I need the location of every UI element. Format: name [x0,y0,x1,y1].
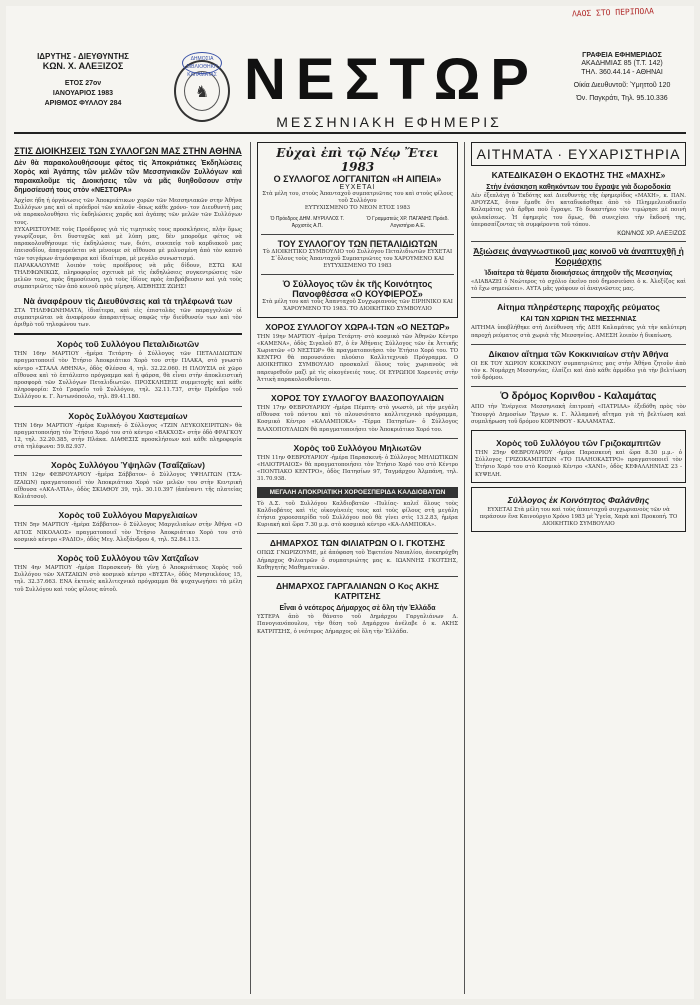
article-text-kokkinion: ΟΙ ΕΚ ΤΟΥ ΧΩΡΙΟΥ ΚΟΚΚΙΝΟΥ συμπατριῶτες μας στὴν Ἀθήνα ζητοῦν ἀπὸ τὸν κ. Νομάρχη Μεσσηνίας, ἐλπίζει καὶ ἀπὸ κάθε ἁρμόδιο γιὰ τὴν βελτίωση τοῦ δρόμου. [471,360,686,382]
article-text-petalidi: ΤΗΝ 16ην ΜΑΡΤΙΟΥ -ἡμέρα Τετάρτη- ὁ Σύλλογος τῶν ΠΕΤΑΛΙΔΙΩΤΩΝ πραγματοποιεῖ τὸν Ἐτήσιο Ἀποκριάτικο Χορὸ του στὴν ΠΛΑΚΑ, στὸ γνωστὸ κέντρο «ΣΤΑΛΑ ΑΘΗΝΑ», ὁδὸς Φλέσσα 4, τηλ. 32.22.060. Η ΠΛΟΥΣΙΑ σὲ χῶρο αἴθουσα καὶ τὸ ἑπτάλεπτο πρόγραμμα καὶ ἡ φάρσα, θὰ εἶναι στὴν ἀποκλειστικὴ προσφορὰ τῶν Συλλόγων Πεταλιδιωτῶν. ΠΡΟΣΚΛΗΣΕΙΣ συμμετοχῆς καὶ κάθε πληροφορία: Στὸ Γραφεῖο τοῦ Συλλόγου, τηλ. 32.11.737, στὴν Πρόεδρο τοῦ Συλλόγου κ. Γ. Ἀντωνόπουλο, τηλ. 89.41.180. [14,351,242,401]
issue-number: ΑΡΙΘΜΟΣ ΦΥΛΛΟΥ 284 [44,100,122,107]
article-heading-falanthis: Σύλλογος ἐκ Κοινότητος Φαλάνθης [507,494,650,505]
article-text-margeliaion: ΤΗΝ 5ην ΜΑΡΤΙΟΥ -ἡμέρα Σάββατον- ὁ Σύλλογος Μαργελιαίων στὴν Ἀθήνα «Ο ΑΓΙΟΣ ΝΙΚΟΛΑΟΣ» πραγματοποιεῖ τὸν Ἐτήσιο Ἀποκριάτικο Χορὸ του στὸ κοσμικὸ κέντρο «ΡΑΔΙΟ», ὁδὸς Μεγ. Ἀλεξάνδρου 4, τηλ. 52.84.113. [14,522,242,543]
koufieros-wishes-heading: Ὁ Σύλλογος τῶν ἐκ τῆς Κοινότητος Πανοφθέσσα «Ο ΚΟΥΦΙΕΡΟΣ» [282,279,433,300]
column-3 [464,142,686,994]
article-text-milioton: ΤΗΝ 11ην ΦΕΒΡΟΥΑΡΙΟΥ -ἡμέρα Παρασκευή- ὁ Σύλλογος ΜΗΛΙΩΤΙΚΩΝ «ΗΛΙΟΤΡΙΑΙΟΣ» θὰ πραγματοποιήσει τὸν Ἐτήσιο Χορό του στὸ Κέντρο «ΠΟΝΤΙΑΚΟ ΚΕΝΤΡΟ», ὁδὸς Πατησίων 97, Ταγμάρχου Ἀλμπάνη, τηλ. 31.70.938. [257,454,458,483]
wishes-label: ΕΥΧΕΤΑΙ [339,184,376,191]
offices-label: ΓΡΑΦΕΙΑ ΕΦΗΜΕΡΙΔΟΣ [582,52,662,59]
offices-phone: ΤΗΛ. 360.44.14 - ΑΘΗΝΑΙ [581,69,663,76]
article-text-grizokampiton: ΤΗΝ 25ην ΦΕΒΡΟΥΑΡΙΟΥ -ἡμέρα Παρασκευή καὶ ὥρα 8.30 μ.μ.- ὁ Σύλλογος ΓΡΙΖΟΚΑΜΠΙΤΩΝ «ΤΟ ΠΑΛΗΟΚΑΣΤΡΟ» πραγματοποιεῖ τὸν Ἐτήσιο Χορό του στὸ Κοσμικὸ Κέντρο «ΧΑΝΙ», ὁδὸς ΚΕΦΑΛΛΗΝΙΑΣ 23 - ΚΥΨΕΛΗ. [475,450,682,478]
requests-thanks-heading: ΑΙΤΗΜΑΤΑ · ΕΥΧΑΡΙΣΤΗΡΙΑ [471,142,686,166]
masthead-right-info [562,52,682,103]
article-heading-filiatra-mayor: ΔΗΜΑΡΧΟΣ ΤΩΝ ΦΙΛΙΑΤΡΩΝ Ο Ι. ΓΚΟΤΣΗΣ [269,538,446,549]
article-subheading-machi: Στὴν ἐνάσκηση καθηκόντων του ἔγραψε γιὰ δωροδοκία [486,184,671,191]
wishes-text: Στὰ μέλη του, στοὺς Ἀπανταχοῦ συμπατριῶτας του καὶ στοὺς φίλους τοῦ Συλλόγου [262,191,453,205]
lead-headline: ΣΤΙΣ ΔΙΟΙΚΗΣΕΙΣ ΤΩΝ ΣΥΛΛΟΓΩΝ ΜΑΣ ΣΤΗΝ ΑΘΗΝΑ [14,146,242,156]
article-heading-milioton: Χορὸς τοῦ Συλλόγου Μηλιωτῶν [293,442,422,453]
divider [14,505,242,506]
divider [14,406,242,407]
article-heading-corinth-road: Ὁ δρόμος Κορινθου - Καλαμάτας [500,391,657,403]
masthead-title-block [244,47,539,130]
article-subheading-gargalianoi-mayor: Εἶναι ὁ νεότερος Δήμαρχος σὲ ὅλη τὴν Ἑλλάδα [279,605,436,613]
article-heading-nestor-dance: ΧΟΡΟΣ ΣΥΛΛΟΓΟΥ ΧΩΡΑ-Ι-ΤΩΝ «Ο ΝΕΣΤΩΡ» [265,321,450,332]
divider [14,333,242,335]
newspaper-title: ΝΕΣΤΩΡ [244,47,539,112]
article-text-gargalianoi-mayor: ΥΣΤΕΡΑ ἀπὸ τὸ θάνατο τοῦ Δημάρχου Γαργαλιάνων Δ. Πανογιανόπουλου, τὴν θέση τοῦ Δημάρχου ἀνέλαβε ὁ κ. ΑΚΗΣ ΚΑΤΡΙΤΣΗΣ, ὁ νεότερος Δήμαρχος σὲ ὅλη τὴν Ἑλλάδα. [257,614,458,635]
divider [257,576,458,577]
divider [471,241,686,242]
article-heading-margeliaion: Χορὸς τοῦ Συλλόγου Μαργελιαίων [58,510,198,521]
offices-address: ΑΚΑΔΗΜΙΑΣ 85 (Τ.Τ. 142) [581,60,663,67]
divider [471,386,686,387]
article-heading-chatzaion: Χορὸς τοῦ Συλλόγου τῶν Χατζαΐων [57,552,199,563]
divider [14,548,242,549]
section-heading-addresses: Νὰ ἀναφέρουν τὶς Διευθύνσεις καὶ τὰ τηλέφωνά των [23,295,233,306]
newspaper-page [6,6,694,999]
lead-subheadline: Δὲν θὰ παρακολουθήσουμε φέτος τὶς Ἀποκριάτικες Ἐκδηλώσεις Χορὸς καὶ Ἀγάπης τῶν μελῶν τῶν Μεσσηνιακῶν Συλλόγων καὶ παρακαλοῦμε τὶς Διοικήσεις τῶν νὰ μᾶς θυηθοῦσουν στὴν δημοσίευσή τους στὸν «ΝΕΣΤΟΡΑ» [14,160,242,194]
falanthis-box [471,487,686,533]
lead-paragraph-2: ΕΥΧΑΡΙΣΤΟΥΜΕ τοὺς Προέδρους γιὰ τὶς τιμητικὲς τους προσκλήσεις, πλὴν ὅμως γνωρίζουμε, ὅτι δυστυχῶς καὶ μὲ λύπη μας, δὲν μποροῦμε φέτος νὰ παρακολουθήσουμε τὶς ἐκδηλώσεις των, διότι, συνεπείᾳ τοῦ καρδιακοῦ μας ἐπεισοδίου, ἀπαγορεύεται νὰ μένουμε σὲ αἴθουσα μὲ μολυσμένη ἀπὸ τὸν καπνὸ τῶν τσιγάρων ἀτμόσφαιρα καὶ ἰδιαίτερα, μὲ μεγάλο συνωστισμό. [14,226,242,262]
column-1 [14,142,242,994]
lead-paragraph-1: Άρχίσε ήδη ή όργάνωσις τῶν Ἀποκριάτικων χορῶν τῶν Μεσσηνιακῶν στην Ἀθήνα Συλλόγων μας καὶ οἱ πρόεδροί τῶν καλοῦν -ὅπως κάθε χρόνο- τον Διευθυντή μας νὰ παρακολουθήσει τὶς ἐκδηλώσεις χαρᾶς καὶ ἀγάπης τῶν μελῶν τῶν Συλλόγων τους. [14,198,242,226]
article-heading-ypsilon: Χορὸς Συλλόγου Ὑψηλῶν (Τσαΐζαϊων) [51,460,205,471]
divider [257,388,458,389]
library-stamp: ΔΗΜΟΣΙΑ ΒΙΒΛΙΟΘΗΚΗ ΚΑΛΑΜΑΤΑΣ [182,52,222,74]
article-text-filiatra-mayor: ΟΠΩΣ ΓΝΩΡΙΖΟΥΜΕ, μὲ ἀπόφαση τοῦ Ἐφετείου Ναυπλίου, ἀνεκηρύχθη Δήμαρχος Φιλιατρῶν ὁ συμπατριώτης μας κ. ΙΩΑΝΝΗΣ ΓΚΟΤΣΗΣ, Καθηγητὴς Μαθηματικῶν. [257,550,458,571]
divider [471,297,686,298]
top-right-stamp: ΛΑΟΣ ΣΤΟ ΠΕΡΙΠΟΛΑ [571,6,655,19]
article-signature-machi: ΚΩΝ/ΝΟΣ ΧΡ. ΑΛΕΞΙΖΟΣ [617,231,686,238]
article-text-corinth-road: ΑΠΟ τὴν Ἐνέργεια Μεσσηνιακὴ ἐπιτροπὴ «ΠΑΤΡΙΔΑ» ἐξεδόθη πρὸς τὸν Ὑπουργὸ Δημοσίων Ἔργων κ. Γ. Ἀλλαμανή αἴτημα γιὰ τὴ βελτίωση καὶ συμπλήρωση τοῦ δρόμου ΚΟΡΙΝΘΟΥ - ΚΑΛΑΜΑΤΑΣ. [471,404,686,425]
petalidi-wishes-heading: ΤΟΥ ΣΥΛΛΟΓΟΥ ΤΩΝ ΠΕΤΑΛΙΔΙΩΤΩΝ [277,238,438,249]
newspaper-subtitle: ΜΕΣΣΗΝΙΑΚΗ ΕΦΗΜΕΡΙΣ [276,114,502,130]
founder-label: ΙΔΡΥΤΗΣ - ΔΙΕΥΘΥΝΤΗΣ [37,52,129,61]
divider [471,344,686,345]
issue-year: ΕΤΟΣ 27ον [64,80,102,87]
article-text-nestor-dance: ΤΗΝ 19ην ΜΑΡΤΙΟΥ -ἡμέρα Τετάρτη- στὸ κοσμικὸ τῶν Ἀθηνῶν Κέντρο «ΚΑΜΕΝΑ», ὁδὸς Σιγαλοῦ 87, ὁ ἐν Ἀθήναις Σύλλογος τῶν ἐκ Ἀττικῆς Χωριατῶν «Ο ΝΕΣΤΩΡ» θὰ πραγματοποιήσει τὸν Ἐτήσιο Χορό του. ΤΟ ΚΕΝΤΡΟ θὰ παρουσιάσει πλούσιο Καλλιτεχνικὸ Πρόγραμμα. Ο ΔΙΟΙΚΗΤΙΚΟ ΣΥΜΒΟΥΛΙΟ προσκαλεῖ ὅλους τοὺς χωριανοὺς νὰ παρευρεθοῦν μαζὶ μὲ τὶς οἰκογένειές τους. ΟΙ ΕΥΡΩΠΟΙ Χορευτὲς στὴν Ἀττικὴ παρακολουθοῦνται. [257,333,458,383]
divider [257,533,458,534]
article-subheading-electricity: ΚΑΙ ΤΩΝ ΧΩΡΙΩΝ ΤΗΣ ΜΕΣΣΗΝΙΑΣ [520,316,637,324]
seal-figure-icon: ♞ [184,71,220,111]
masthead-left-info [18,52,148,109]
lead-paragraph-3: ΠΑΡΑΚΑΛΟΥΜΕ λοιπὸν τοὺς προέδρους νὰ μᾶς δίδουν, ΕΣΤΩ ΚΑΙ ΤΗΛΕΦΩΝΙΚΩΣ, πληροφορίες σχετικὰ μὲ τὶς ἐκδηλώσεις συγκεντρώσεις τῶν μελῶν τους, πρὸς δημοσίευση, γιὰ τοὺς ἰδίους πρὸς ἐπιβράβευσιν καὶ γιὰ τοὺς συμπατριῶτες τῶν ἀπὸ κοινοῦ πρὸς μίμηση. ΑΙΣΘΗΣΙΣ ΖΩΗΣ! [14,262,242,291]
koufieros-wishes-text: Στὰ μέλη του καὶ τοὺς Ἀπανταχοῦ Συγχωριανοὺς τῶν ΕΙΡΗΝΙΚΟ ΚΑΙ ΧΑΡΟΥΜΕΝΟ ΤΟ 1983. ΤΟ ΔΙΟΙΚΗΤΙΚΟ ΣΥΜΒΟΥΛΙΟ [262,299,453,313]
article-heading-grizokampiton: Χορὸς τοῦ Συλλόγου τῶν Γριζοκαμπιτῶν [496,438,661,449]
article-heading-kokkinion: Δίκαιον αἴτημα τῶν Κοκκινιαίων στὴν Ἀθήνα [488,348,669,359]
article-text-machi: Δὲν ἐξεπλάγη ὁ Ἐκδότης καὶ Διευθυντὴς τῆς ἐφημερίδος «ΜΑΧΗ», κ. ΠΑΝ. ΔΡΟΥΖΑΣ, ὅταν ἔμαθε ὅτι καταδικάσθηκε ἀπὸ τὸ Πλημμελειοδικεῖο Καλαμάτας γιὰ ἄρθρα ποὺ ἔγραψε. Τὸ δικαστήριο τὸν τιμώρησε μὲ ποινὴ φυλακίσεως. Ἡ ἐφημερὶς του ὅμως, θὰ συνεχίσει τὴν ἔκδοσή της, ὑπερασπίζοντας τὰ συμφέροντα τοῦ τόπου. [471,193,686,228]
wishes-signatures [261,216,454,230]
issue-date: ΙΑΝΟΥΑΡΙΟΣ 1983 [52,90,114,97]
article-heading-electricity: Αἰτημα πληρέστερης παροχῆς ρεύματος [497,302,660,313]
article-text-chastemaion: ΤΗΝ 16ην ΜΑΡΤΙΟΥ -ἡμέρα Κυριακή- ὁ Σύλλογος «ΤΖΙΝ ΛΕΥΚΟΧΕΙΡΙΤΩΝ» θὰ πραγματοποιήσῃ τὸν Ἐτήσιο Χορό του στὸ κέντρο «ΒΑΚΧΟΣ» στὴν ὁδὸ ΦΡΑΓΚΟΥ 12, τηλ. 32.20.385, στὴν Πλάκα. ΔΙΑΘΕΣΙΣ προσκλήσεων καὶ κάθε πληροφορία στὰ τηλέφωνα: 59.82.937. [14,422,242,451]
article-text-ypsilon: ΤΗΝ 12ην ΦΕΒΡΟΥΑΡΙΟΥ -ἡμέρα Σάββατον- ὁ Σύλλογος ΥΨΗΛΙΤΩΝ (ΤΣΑ-ΙΖΑΙΩΝ) πραγματοποιεῖ τὸν Ἀποκριάτικο Χορὸ τῶν μελῶν του στὴν Κεντρικὴ αἴθουσα «ΑΚΑ-ΛΤΙΑ», ὁδὸς ΣΚΙΑΘΟΥ 39, τηλ. 30.10.397 (ἀπέναντι τῆς πλατείας Κολιάτσου). [14,472,242,501]
wishes-greeting: ΕΥΤΥΧΙΣΜΕΝΟ ΤΟ ΝΕΟΝ ΕΤΟΣ 1983 [304,205,411,212]
petalidi-wishes-text: Τὸ ΔΙΟΙΚΗΤΙΚΟ ΣΥΜΒΟΥΛΙΟ τοῦ Συλλόγου Πεταλιδιωτῶν ΕΥΧΕΤΑΙ Σ᾽ὅλους τοὺς Ἀπανταχοῦ Συμπατριῶτες του ΧΑΡΟΥΜΕΝΟ ΚΑΙ ΕΥΤΥΧΙΣΜΕΝΟ ΤΟ 1983 [262,248,453,270]
article-heading-chastemaion: Χορὸς Συλλόγου Χαστεμαίων [68,410,188,421]
wishes-headline: Εὐχαὶ ἐπὶ τῷ Νέῳ Ἔτει 1983 [276,146,439,174]
wishes-club-name: Ο ΣΥΛΛΟΓΟΣ ΛΟΓΓΑΝΙΤΩΝ «Η ΑΙΠΕΙΑ» [273,174,442,184]
article-text-electricity: ΑΙΤΗΜΑ ὑποβλήθηκε στὴ Διεύθυνση τῆς ΔΕΗ Καλαμάτας γιὰ τὴν καλύτερη παροχὴ ρεύματος στὰ χωριὰ τῆς Μεσσηνίας. ΑΜΕΣΗ λοιπὸν ἡ δικαίωση. [471,325,686,339]
article-text-chatzaion: ΤΗΝ 4ην ΜΑΡΤΙΟΥ -ἡμέρα Παρασκευή- θὰ γίνῃ ὁ Ἀποκριάτικος Χορὸς τοῦ Συλλόγου τῶν ΧΑΤΖΑΙΩΝ στὸ κοσμικὸ κέντρο «ΒΥΣΤΑ», ὁδὸς Μνησικλέους 15, τηλ. 32.37.663. ΕΝΑ ἑκτενὲς καλλιτεχνικὸ πρόγραμμα θὰ ψυχαγωγήσει τὰ μέλη τοῦ Συλλόγου καὶ τοὺς φίλους αὐτοῦ. [14,564,242,593]
column-2 [250,142,458,994]
director-house-phone: Όν. Παγκράτι, Τηλ. 95.10.336 [576,95,668,102]
founder-name: ΚΩΝ. Χ. ΑΛΕΞΙΖΟΣ [42,61,124,71]
divider [261,234,454,235]
article-heading-petalidi: Χορὸς τοῦ Συλλόγου Πεταλιδιωτῶν [56,339,200,350]
signature-president: Ὁ Πρόεδρος ΔΗΜ. ΜΥΡΙΛΛΟΣ Τ. Ἀρχιστὸς Α.Π. [270,215,345,229]
article-heading-machi: ΚΑΤΕΔΙΚΑΣΘΗ Ο ΕΚΔΟΤΗΣ ΤΗΣ «ΜΑΧΗΣ» [491,170,666,180]
signature-secretary: Ὁ Γραμματεύς ΧΡ. ΠΑΓΑΝΗΣ Πρόεδ. Λογιστήριο Α.Ε. [366,215,449,229]
article-text-vlasopoulaion: ΤΗΝ 17ην ΦΕΒΡΟΥΑΡΙΟΥ -ἡμέρα Πέμπτη- στὸ γνωστὸ, μὲ τὴν μεγάλη αἴθουσα τοῦ πόντου καὶ τὸ πλουσιότατο καλλιτεχνικὸ πρόγραμμα, Κοσμικὸ Κέντρο «ΚΑΛΑΜΠΟΚΑ» -Τέρμα Πατησίων- ὁ Σύλλογος ΒΛΑΧΟΠΟΥΛΑΙΩΝ θὰ πραγματοποιήσει τὸν Ἀποκριάτικο Χορό του. [257,405,458,433]
kaldiovaton-banner: ΜΕΓΑΛΗ ΑΠΟΚΡΙΑΤΙΚΗ ΧΟΡΟΕΣΠΕΡΙΔΑ ΚΑΛΔΙΟΒΑΤΩΝ [257,487,458,498]
article-heading-readers: Ἀξιώσεις ἀναγνωστικοῦ μας κοινοῦ νὰ ἀναπτυχθῇ ἡ Κορμάρχης [473,246,684,267]
addresses-paragraph: ΣΤΑ ΤΗΛΕΦΩΝΗΜΑΤΑ, ἰδιαίτερα, καὶ εἰς ἐπιστολὰς τῶν παραγγελιῶν οἱ συμπατριῶται νὰ ἀναφέρουν ἀπαραιτήτως σαφῶς τὴν διεύθυνσίν των καὶ τὸν ἀριθμὸ τοῦ τηλεφώνου των. [14,307,242,329]
masthead [14,46,686,134]
article-subheading-readers: Ἰδιαίτερα τὰ θέματα διοικήσεως ἀπηχοῦν τῆς Μεσσηνίας [484,270,673,278]
article-text-kaldiovaton: Τὸ Δ.Σ. τοῦ Συλλόγου Καλδιοβατῶν -Πυλίας- καλεῖ ὅλους τοὺς Καλδιοβάτες καὶ τὶς οἰκογένειές τους καὶ τοὺς φίλους στὴ μεγάλη ἐτήσια χοροεσπερίδα τοῦ Συλλόγου ποὺ θὰ γίνει στὶς 13.2.83, ἡμέρα Κυριακή καὶ ὥρα 7.30 μ.μ. στὸ κοσμικὸ κέντρο «ΚΑ-ΛΑΜΠΟΚΑ». [257,500,458,529]
article-text-readers: «ΔΙΑΒΑΖΕΙ ὁ Νεώτερος τὸ σχόλιο ἐκεῖνο ποὺ δημοσιεύσει ὁ κ. Ἀλεξίζος καὶ τὸ ἔχω σημειώσει». ΑΥΤΑ μᾶς γράφουν οἱ ἀναγνῶστες μας. [471,279,686,293]
grizokampiton-box [471,430,686,483]
divider [257,438,458,439]
article-heading-vlasopoulaion: ΧΟΡΟΣ ΤΟΥ ΣΥΛΛΟΓΟΥ ΒΛΑΣΟΠΟΥΛΑΙΩΝ [271,393,444,404]
director-house-address: Οίκία Διευθυντοῦ: Ὑμηττοῦ 120 [573,82,671,89]
divider [14,455,242,456]
new-year-wishes-box [257,142,458,318]
article-text-falanthis: ΕΥΧΕΤΑΙ Στὰ μέλη του καὶ τοὺς ἀπανταχοῦ συγχωριανοὺς τῶν νὰ περάσουν ἕνα Καινούργιο Χρόνο 1983 μὲ Ὑγεία, Χαρὰ καὶ Προκοπή. ΤΟ ΔΙΟΙΚΗΤΙΚΟ ΣΥΜΒΟΥΛΙΟ [479,506,678,528]
article-heading-gargalianoi-mayor: ΔΗΜΑΡΧΟΣ ΓΑΡΓΑΛΙΑΝΩΝ Ο Κος ΑΚΗΣ ΚΑΤΡΙΤΣΗΣ [276,581,439,602]
divider [261,274,454,275]
